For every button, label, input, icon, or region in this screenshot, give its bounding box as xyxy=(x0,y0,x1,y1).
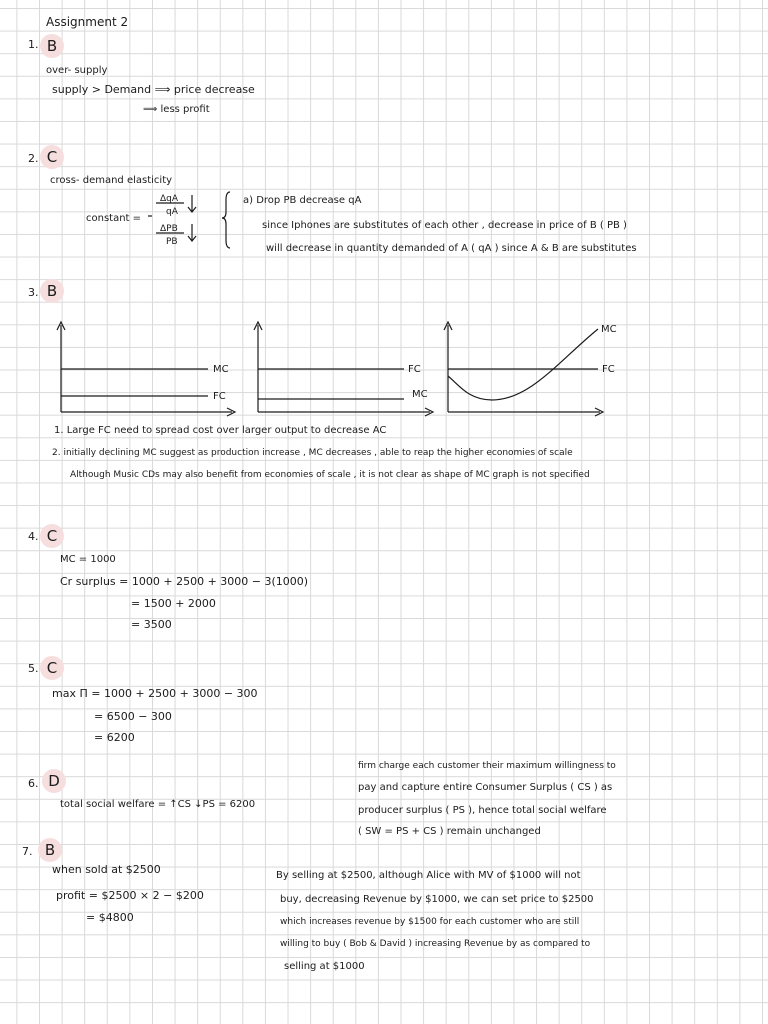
q5-explanation-2: pay and capture entire Consumer Surplus ( CS ) as xyxy=(358,782,613,793)
q2-frac2-denominator: PB xyxy=(166,237,178,247)
q7-explanation-3: which increases revenue by $1500 for each customer who are still xyxy=(280,917,580,927)
q3-note-3: Although Music CDs may also benefit from economies of scale , it is not clear as shape of MC graph is not specified xyxy=(70,470,590,480)
q2-part-a: a) Drop PB decrease qA xyxy=(243,195,362,206)
q2-answer-badge: C xyxy=(40,145,64,169)
q1-answer-badge: B xyxy=(40,34,64,58)
q7-explanation-5: selling at $1000 xyxy=(284,961,365,972)
q7-number: 7. xyxy=(22,845,33,858)
q5-answer-badge: C xyxy=(40,656,64,680)
q3-number: 3. xyxy=(28,286,39,299)
q7-explanation-1: By selling at $2500, although Alice with MV of $1000 will not xyxy=(276,870,581,881)
q2-frac1-numerator: ΔqA xyxy=(160,194,179,204)
q4-line-4: = 3500 xyxy=(131,618,172,631)
q3-graph2-mc-label: MC xyxy=(412,389,428,400)
q4-line-3: = 1500 + 2000 xyxy=(131,597,216,610)
q3-graph1-fc-label: FC xyxy=(213,391,226,402)
q6-answer-badge: D xyxy=(42,769,66,793)
q3-graph1-mc-label: MC xyxy=(213,364,229,375)
q5-line-1: max Π = 1000 + 2500 + 3000 − 300 xyxy=(52,687,258,700)
q5-line-3: = 6200 xyxy=(94,731,135,744)
q7-explanation-2: buy, decreasing Revenue by $1000, we can set price to $2500 xyxy=(280,894,594,905)
q4-line-2: Cr surplus = 1000 + 2500 + 3000 − 3(1000) xyxy=(60,575,309,588)
q3-answer-badge: B xyxy=(40,279,64,303)
q7-line-2: profit = $2500 × 2 − $200 xyxy=(56,889,204,902)
q3-note-2: 2. initially declining MC suggest as production increase , MC decreases , able to reap the higher economies of scale xyxy=(52,448,573,458)
q6-number: 6. xyxy=(28,777,39,790)
q2-constant: constant = xyxy=(86,213,142,224)
q2-explanation-2: will decrease in quantity demanded of A ( qA ) since A & B are substitutes xyxy=(266,243,637,254)
page-title: Assignment 2 xyxy=(46,15,129,29)
q4-line-1: MC = 1000 xyxy=(60,554,116,565)
q3-graph2-fc-label: FC xyxy=(408,364,421,375)
q6-explanation-1: producer surplus ( PS ), hence total social welfare xyxy=(358,805,607,816)
q2-frac2-numerator: ΔPB xyxy=(160,224,178,234)
q3-note-1: 1. Large FC need to spread cost over larger output to decrease AC xyxy=(54,425,387,436)
q1-number: 1. xyxy=(28,38,39,51)
q7-line-3: = $4800 xyxy=(86,911,134,924)
q2-line-1: cross- demand elasticity xyxy=(50,175,173,186)
q2-frac1-denominator: qA xyxy=(166,207,178,217)
q2-explanation-1: since Iphones are substitutes of each other , decrease in price of B ( PB ) xyxy=(262,220,627,231)
q7-line-1: when sold at $2500 xyxy=(52,863,161,876)
q5-line-2: = 6500 − 300 xyxy=(94,710,172,723)
q1-line-2: supply > Demand ⟹ price decrease xyxy=(52,83,255,96)
q7-explanation-4: willing to buy ( Bob & David ) increasing Revenue by as compared to xyxy=(280,939,591,949)
q5-number: 5. xyxy=(28,662,39,675)
q1-line-3: ⟹ less profit xyxy=(143,104,210,115)
q7-answer-badge: B xyxy=(38,838,62,862)
q6-explanation-2: ( SW = PS + CS ) remain unchanged xyxy=(358,826,541,837)
q3-graph3-fc-label: FC xyxy=(602,364,615,375)
q6-line-1: total social welfare = ↑CS ↓PS = 6200 xyxy=(60,799,256,810)
q2-number: 2. xyxy=(28,152,39,165)
q4-number: 4. xyxy=(28,530,39,543)
q4-answer-badge: C xyxy=(40,524,64,548)
q5-explanation-1: firm charge each customer their maximum willingness to xyxy=(358,761,616,771)
q3-graph3-mc-label: MC xyxy=(601,324,617,335)
q1-line-1: over- supply xyxy=(46,65,108,76)
